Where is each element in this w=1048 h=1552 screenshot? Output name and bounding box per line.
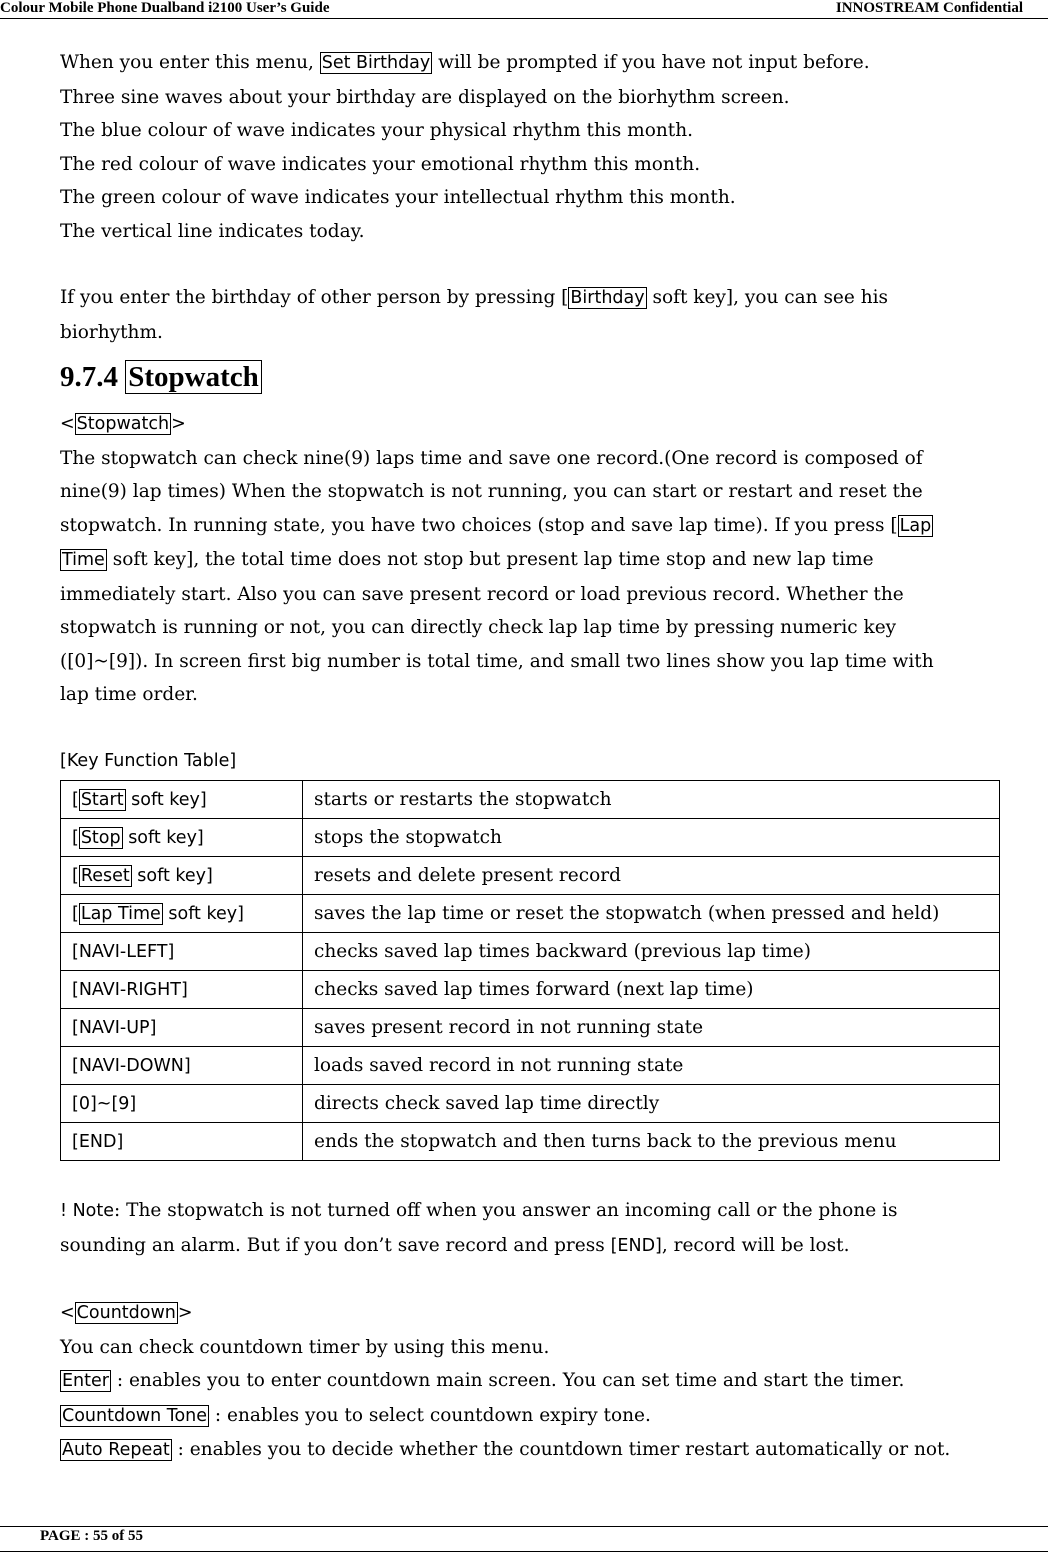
text: sounding an alarm. But if you don’t save record and press xyxy=(60,1234,611,1256)
key-table-row xyxy=(61,895,1000,933)
stopwatch-para-line-6: stopwatch is running or not, you can directly check lap lap time by pressing numeric key xyxy=(60,617,897,638)
key-table-title: [Key Function Table] xyxy=(60,750,237,771)
key-cell xyxy=(61,895,303,933)
function-description: resets and delete present record xyxy=(303,857,1000,895)
menu-term-countdown: Countdown xyxy=(76,1303,176,1323)
text: If you enter the birthday of other person by pressing [ xyxy=(60,287,569,308)
function-description: loads saved record in not running state xyxy=(303,1047,1000,1085)
soft-key-name: Start xyxy=(80,789,124,810)
key-cell xyxy=(61,857,303,895)
note-label: ! Note xyxy=(60,1201,115,1221)
menu-term: Enter xyxy=(62,1371,109,1391)
biorhythm-line-3: The blue colour of wave indicates your physical rhythm this month. xyxy=(60,120,694,141)
countdown-item xyxy=(60,1399,1010,1434)
countdown-item xyxy=(60,1364,1010,1399)
function-description: ends the stopwatch and then turns back to the previous menu xyxy=(303,1123,1000,1161)
text: stopwatch. In running state, you have two choices (stop and save lap time). If you press [ xyxy=(60,514,898,536)
function-description: checks saved lap times backward (previous lap time) xyxy=(303,933,1000,971)
biorhythm-line-4: The red colour of wave indicates your emotional rhythm this month. xyxy=(60,153,701,175)
menu-term: Auto Repeat xyxy=(62,1440,170,1460)
function-description: saves present record in not running state xyxy=(303,1009,1000,1047)
section-number: 9.7.4 xyxy=(60,361,126,393)
key-text: [NAVI-RIGHT] xyxy=(72,979,188,1000)
function-description: saves the lap time or reset the stopwatch (when pressed and held) xyxy=(303,895,1000,933)
soft-key-time: Time xyxy=(62,550,105,570)
key-table-row xyxy=(61,819,1000,857)
text: soft key], you can see his xyxy=(646,287,889,308)
key-cell xyxy=(61,971,303,1009)
soft-key-name: Reset xyxy=(80,865,130,886)
key-text: [ xyxy=(72,827,79,848)
menu-term-stopwatch: Stopwatch xyxy=(76,414,170,434)
key-text: soft key] xyxy=(162,903,244,924)
menu-term-set-birthday: Set Birthday xyxy=(321,53,431,73)
function-description: starts or restarts the stopwatch xyxy=(303,781,1000,819)
text: will be prompted if you have not input before. xyxy=(432,52,870,73)
key-table-row xyxy=(61,1047,1000,1085)
text: soft key], the total time does not stop but present lap time stop and new lap time xyxy=(106,549,874,570)
soft-key-birthday: Birthday xyxy=(570,288,645,308)
note-line-2 xyxy=(60,1229,1010,1264)
key-table-row xyxy=(61,781,1000,819)
countdown-items xyxy=(60,1364,1010,1468)
stopwatch-tag xyxy=(60,407,1010,442)
text: When you enter this menu, xyxy=(60,52,320,73)
text: : enables you to select countdown expiry tone. xyxy=(209,1404,651,1426)
text: > xyxy=(177,1303,193,1323)
key-cell xyxy=(61,1123,303,1161)
menu-term: Countdown Tone xyxy=(62,1405,208,1426)
page-number: PAGE : 55 of 55 xyxy=(40,1528,144,1544)
text: < xyxy=(60,414,75,434)
text: : enables you to enter countdown main screen. You can set time and start the timer. xyxy=(110,1370,905,1391)
key-table-row xyxy=(61,1085,1000,1123)
key-cell xyxy=(61,819,303,857)
key-cell xyxy=(61,933,303,971)
text: : The stopwatch is not turned off when you answer an incoming call or the phone is xyxy=(114,1200,898,1221)
key-cell xyxy=(61,781,303,819)
key-text: [ xyxy=(72,903,79,924)
function-description: directs check saved lap time directly xyxy=(303,1085,1000,1123)
key-text: soft key] xyxy=(131,865,213,886)
key-text: [0]~[9] xyxy=(72,1093,137,1114)
function-description: stops the stopwatch xyxy=(303,819,1000,857)
header-doc-title: Colour Mobile Phone Dualband i2100 User’s Guide xyxy=(0,0,330,16)
stopwatch-para-line-2: nine(9) lap times) When the stopwatch is not running, you can start or restart and reset the xyxy=(60,481,923,502)
note-key-end: [END] xyxy=(610,1235,662,1256)
page-footer xyxy=(0,1526,1048,1552)
key-text: [NAVI-DOWN] xyxy=(72,1055,191,1076)
biorhythm-line-1 xyxy=(60,46,1010,81)
key-table-row xyxy=(61,1123,1000,1161)
stopwatch-para-line-3 xyxy=(60,509,1010,544)
text: < xyxy=(60,1303,75,1323)
stopwatch-para-line-5: immediately start. Also you can save present record or load previous record. Whether the xyxy=(60,583,904,605)
key-cell xyxy=(61,1047,303,1085)
biorhythm-other-line-1 xyxy=(60,281,1010,316)
function-description: checks saved lap times forward (next lap time) xyxy=(303,971,1000,1009)
key-text: [NAVI-UP] xyxy=(72,1017,157,1038)
header-confidential: INNOSTREAM Confidential xyxy=(835,0,1023,16)
soft-key-name: Lap Time xyxy=(80,903,161,924)
stopwatch-para-line-8: lap time order. xyxy=(60,684,198,705)
key-function-table xyxy=(60,780,1000,1161)
text: , record will be lost. xyxy=(661,1234,850,1256)
key-text: [NAVI-LEFT] xyxy=(72,941,175,962)
biorhythm-line-5: The green colour of wave indicates your intellectual rhythm this month. xyxy=(60,187,736,208)
stopwatch-para-line-7: ([0]~[9]). In screen first big number is total time, and small two lines show you lap time with xyxy=(60,650,934,672)
key-table-row xyxy=(61,1009,1000,1047)
page-header xyxy=(0,0,1048,19)
key-cell xyxy=(61,1085,303,1123)
key-text: soft key] xyxy=(122,827,204,848)
countdown-intro: You can check countdown timer by using this menu. xyxy=(60,1336,550,1358)
stopwatch-para-line-1: The stopwatch can check nine(9) laps time and save one record.(One record is composed of xyxy=(60,447,923,469)
key-table-row xyxy=(61,971,1000,1009)
page-content xyxy=(60,46,1010,1468)
key-cell xyxy=(61,1009,303,1047)
soft-key-name: Stop xyxy=(80,827,121,848)
biorhythm-line-2: Three sine waves about your birthday are displayed on the biorhythm screen. xyxy=(60,86,790,108)
biorhythm-line-6: The vertical line indicates today. xyxy=(60,220,365,242)
stopwatch-para-line-4 xyxy=(60,543,1010,578)
key-text: soft key] xyxy=(125,789,207,810)
countdown-item xyxy=(60,1433,1010,1468)
key-text: [ xyxy=(72,865,79,886)
key-text: [ xyxy=(72,789,79,810)
countdown-tag xyxy=(60,1296,1010,1331)
text: > xyxy=(171,414,186,434)
key-text: [END] xyxy=(72,1131,124,1152)
text: : enables you to decide whether the countdown timer restart automatically or not. xyxy=(171,1439,951,1460)
section-title: Stopwatch xyxy=(125,360,262,394)
key-table-row xyxy=(61,933,1000,971)
soft-key-lap: Lap xyxy=(899,515,932,536)
biorhythm-other-line-2: biorhythm. xyxy=(60,321,163,343)
key-table-row xyxy=(61,857,1000,895)
note-line-1 xyxy=(60,1194,1010,1229)
section-heading xyxy=(60,359,1010,395)
